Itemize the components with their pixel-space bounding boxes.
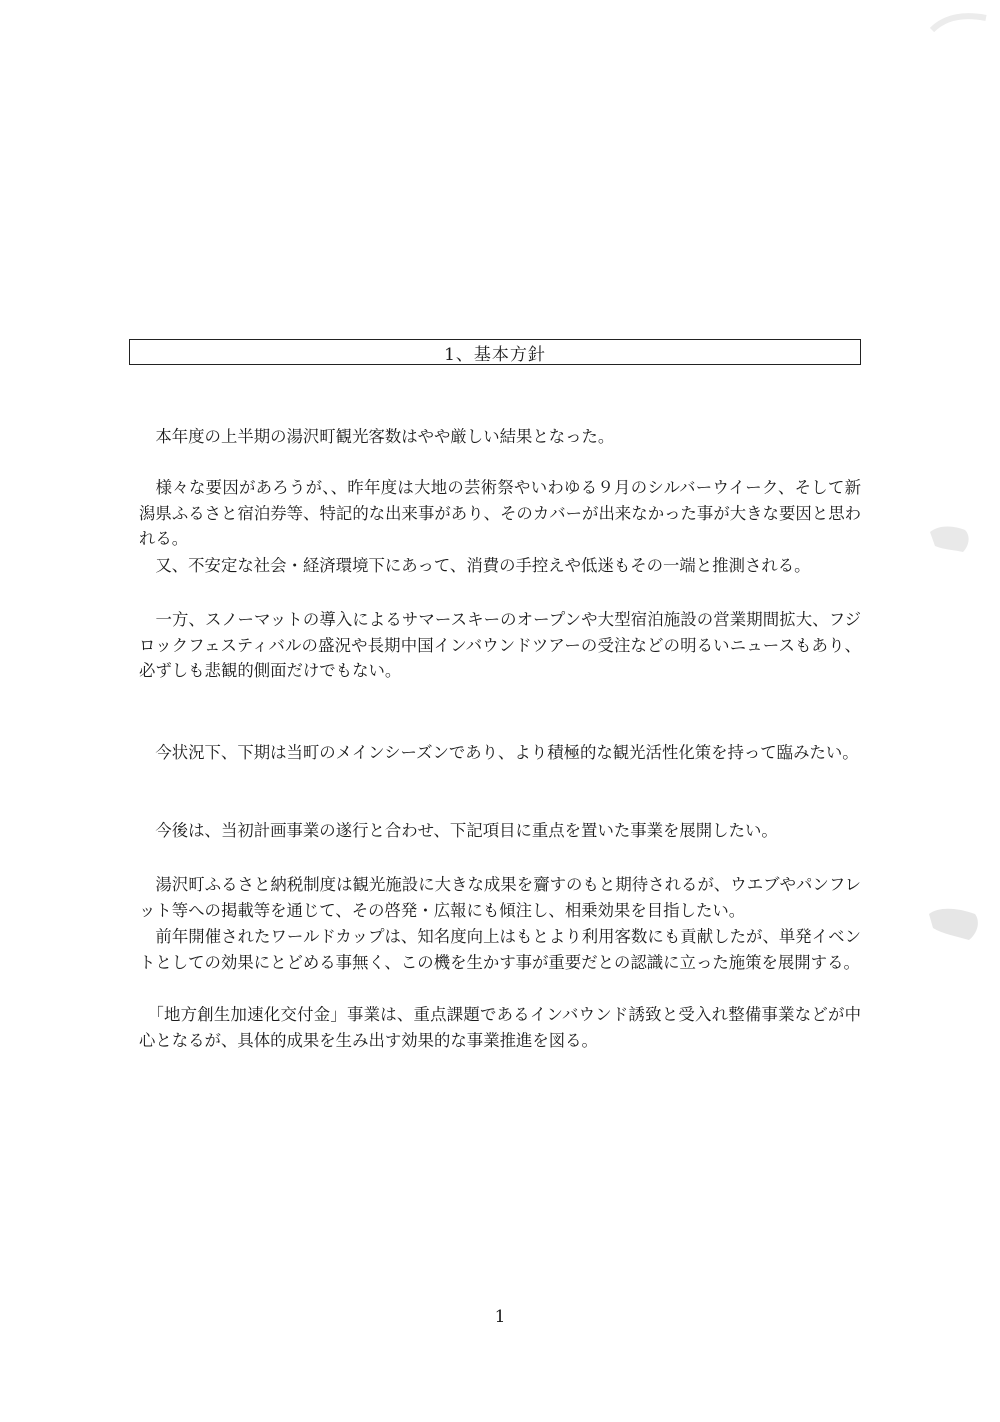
paragraph-4: 一方、スノーマットの導入によるサマースキーのオープンや大型宿泊施設の営業期間拡大、フジロックフェスティバルの盛況や長期中国インバウンドツアーの受注などの明るいニュースもあり、必ずしも悲観的側面だけでもない。 — [139, 610, 861, 680]
paragraph-1: 本年度の上半期の湯沢町観光客数はやや厳しい結果となった。 — [139, 427, 615, 446]
paragraph-6: 今後は、当初計画事業の遂行と合わせ、下記項目に重点を置いた事業を展開したい。 — [139, 821, 778, 840]
paragraph-3: 又、不安定な社会・経済環境下にあって、消費の手控えや低迷もその一端と推測される。 — [139, 556, 811, 575]
paragraph-9: 「地方創生加速化交付金」事業は、重点課題であるインバウンド誘致と受入れ整備事業などが中心となるが、具体的成果を生み出す効果的な事業推進を図る。 — [139, 1005, 861, 1050]
scan-smudge-top-right — [930, 10, 990, 40]
paragraph-5: 今状況下、下期は当町のメインシーズンであり、より積極的な観光活性化策を持って臨みたい。 — [139, 743, 859, 762]
section-title: 1、基本方針 — [129, 339, 861, 365]
scan-smudge-right-upper — [925, 520, 975, 560]
paragraph-2: 様々な要因があろうが、、昨年度は大地の芸術祭やいわゆる９月のシルバーウイーク、そして新潟県ふるさと宿泊券等、特記的な出来事があり、そのカバーが出来なかった事が大きな要因と思われる。 — [139, 478, 861, 548]
scan-smudge-right-lower — [925, 900, 985, 950]
page-number: 1 — [494, 1307, 506, 1327]
paragraph-8: 前年開催されたワールドカップは、知名度向上はもとより利用客数にも貢献したが、単発イベントとしての効果にとどめる事無く、この機を生かす事が重要だとの認識に立った施策を展開する。 — [139, 927, 861, 972]
paragraph-7: 湯沢町ふるさと納税制度は観光施設に大きな成果を齎すのもと期待されるが、ウエブやパンフレット等への掲載等を通じて、その啓発・広報にも傾注し、相乗効果を目指したい。 — [139, 875, 861, 920]
